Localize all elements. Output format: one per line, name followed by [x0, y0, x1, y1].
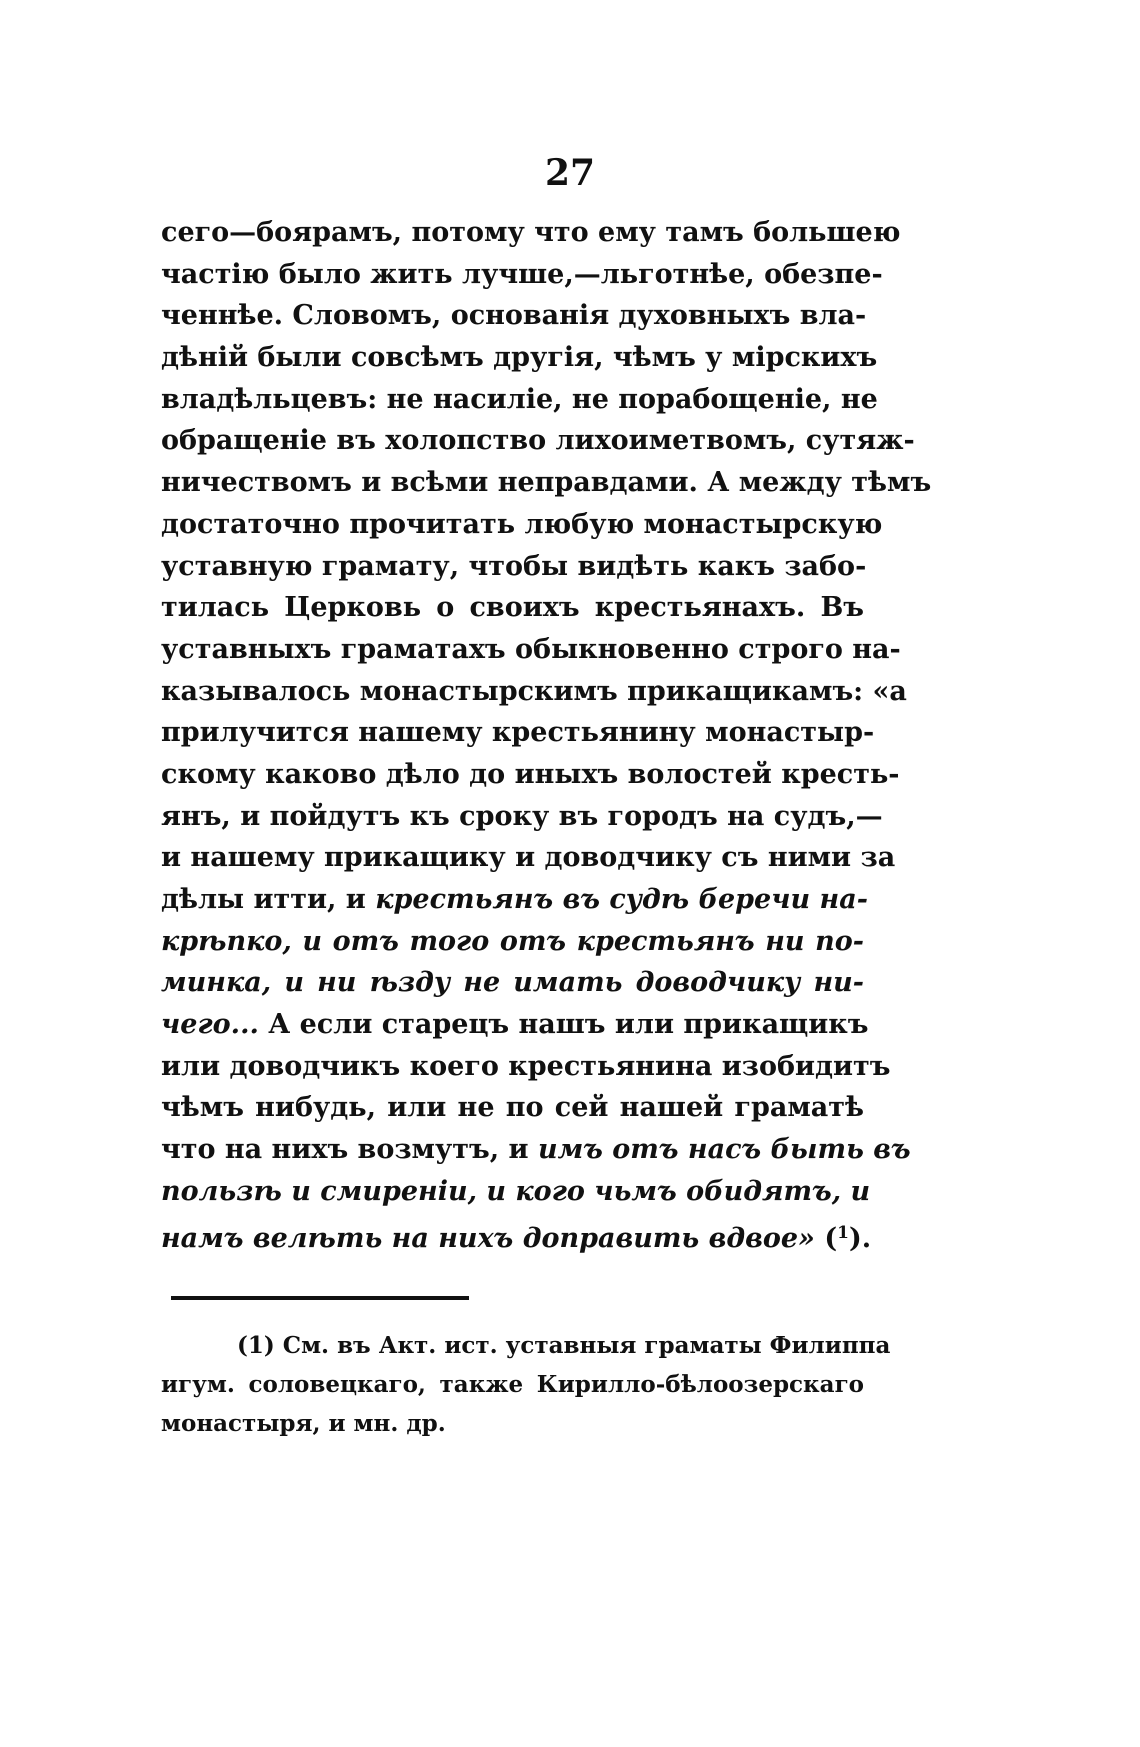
text-segment: чѣмъ нибудь, или не по сей нашей граматѣ: [161, 1092, 864, 1124]
text-line: [161, 1046, 891, 1088]
text-line: [161, 337, 878, 379]
text-segment: тилась Церковь о своихъ крестьянахъ. Въ: [161, 592, 864, 624]
footnote-divider: [171, 1296, 469, 1300]
text-segment: частію было жить лучше,—льготнѣе, обезпе-: [161, 258, 883, 290]
text-segment: достаточно прочитать любую монастырскую: [161, 508, 883, 540]
quoted-italic-segment: пользѣ и смиреніи, и кого чьмъ обидятъ, и: [161, 1175, 871, 1207]
text-line: [161, 587, 864, 629]
text-segment: скому каково дѣло до иныхъ волостей кресть-: [161, 758, 900, 790]
text-line: [161, 212, 901, 254]
text-segment: дѣній были совсѣмъ другія, чѣмъ у мірскихъ: [161, 342, 878, 374]
footnote-line: (1) См. въ Акт. ист. уставныя граматы Филиппа: [237, 1332, 891, 1359]
text-line: [161, 879, 868, 921]
text-line: [161, 837, 896, 879]
text-segment: дѣлы итти, и: [161, 884, 376, 915]
text-line: [161, 295, 867, 337]
quoted-italic-segment: имъ отъ насъ быть въ: [537, 1134, 911, 1166]
footnote: [161, 1326, 891, 1443]
footnote-line: игум. соловецкаго, также Кирилло-бѣлоозерскаго: [161, 1371, 864, 1398]
quoted-italic-segment: крѣпко, и отъ того отъ крестьянъ ни по-: [161, 925, 864, 957]
footnote-ref-number[interactable]: 1: [837, 1222, 849, 1243]
text-segment: янъ, и пойдутъ къ сроку въ городъ на судъ,—: [161, 800, 883, 832]
text-line: [161, 796, 883, 838]
text-line: [161, 462, 932, 504]
text-segment: сего—боярамъ, потому что ему тамъ большею: [161, 217, 901, 248]
footnote-ref-close: ).: [848, 1222, 872, 1254]
text-line: [161, 712, 875, 754]
text-line: [161, 254, 883, 296]
text-segment: ченнѣе. Словомъ, основанія духовныхъ вла-: [161, 300, 867, 332]
text-segment: обращеніе въ холопство лихоиметвомъ, сутяж-: [161, 425, 915, 457]
text-line: [161, 1087, 864, 1129]
text-segment: уставныхъ граматахъ обыкновенно строго на-: [161, 633, 901, 665]
text-line: [161, 754, 900, 796]
text-segment: казывалось монастырскимъ прикащикамъ: «а: [161, 675, 907, 707]
page-number: 27: [544, 152, 596, 194]
text-line: [161, 1213, 872, 1255]
quoted-italic-segment: намъ велѣть на нихъ доправить вдвое»: [161, 1222, 815, 1254]
text-segment: или доводчикъ коего крестьянина изобидитъ: [161, 1050, 891, 1082]
text-line: [161, 671, 907, 713]
text-segment: прилучится нашему крестьянину монастыр-: [161, 717, 875, 749]
text-line: [161, 629, 901, 671]
quoted-italic-segment: чего...: [161, 1009, 259, 1041]
text-segment: ничествомъ и всѣми неправдами. А между тѣмъ: [161, 467, 932, 499]
text-segment: и нашему прикащику и доводчику съ ними за: [161, 842, 896, 874]
text-segment: А если старецъ нашъ или прикащикъ: [258, 1009, 869, 1041]
text-line: [161, 546, 867, 588]
text-line: [161, 921, 864, 963]
footnote-line: монастыря, и мн. др.: [161, 1410, 446, 1437]
text-line: [161, 1171, 871, 1213]
text-segment: что на нихъ возмутъ, и: [161, 1134, 538, 1166]
text-line: [161, 962, 864, 1004]
quoted-italic-segment: крестьянъ въ судѣ беречи на-: [375, 884, 868, 915]
text-segment: уставную грамату, чтобы видѣть какъ забо-: [161, 550, 867, 582]
text-line: [161, 420, 915, 462]
text-line: [161, 1129, 911, 1171]
text-line: [161, 379, 878, 421]
text-segment: владѣльцевъ: не насиліе, не порабощеніе, не: [161, 383, 878, 415]
footnote-ref-open: (: [814, 1222, 838, 1254]
quoted-italic-segment: минка, и ни ѣзду не имать доводчику ни-: [161, 967, 864, 999]
text-line: [161, 504, 883, 546]
text-line: [161, 1004, 869, 1046]
body-text: [161, 212, 932, 1254]
